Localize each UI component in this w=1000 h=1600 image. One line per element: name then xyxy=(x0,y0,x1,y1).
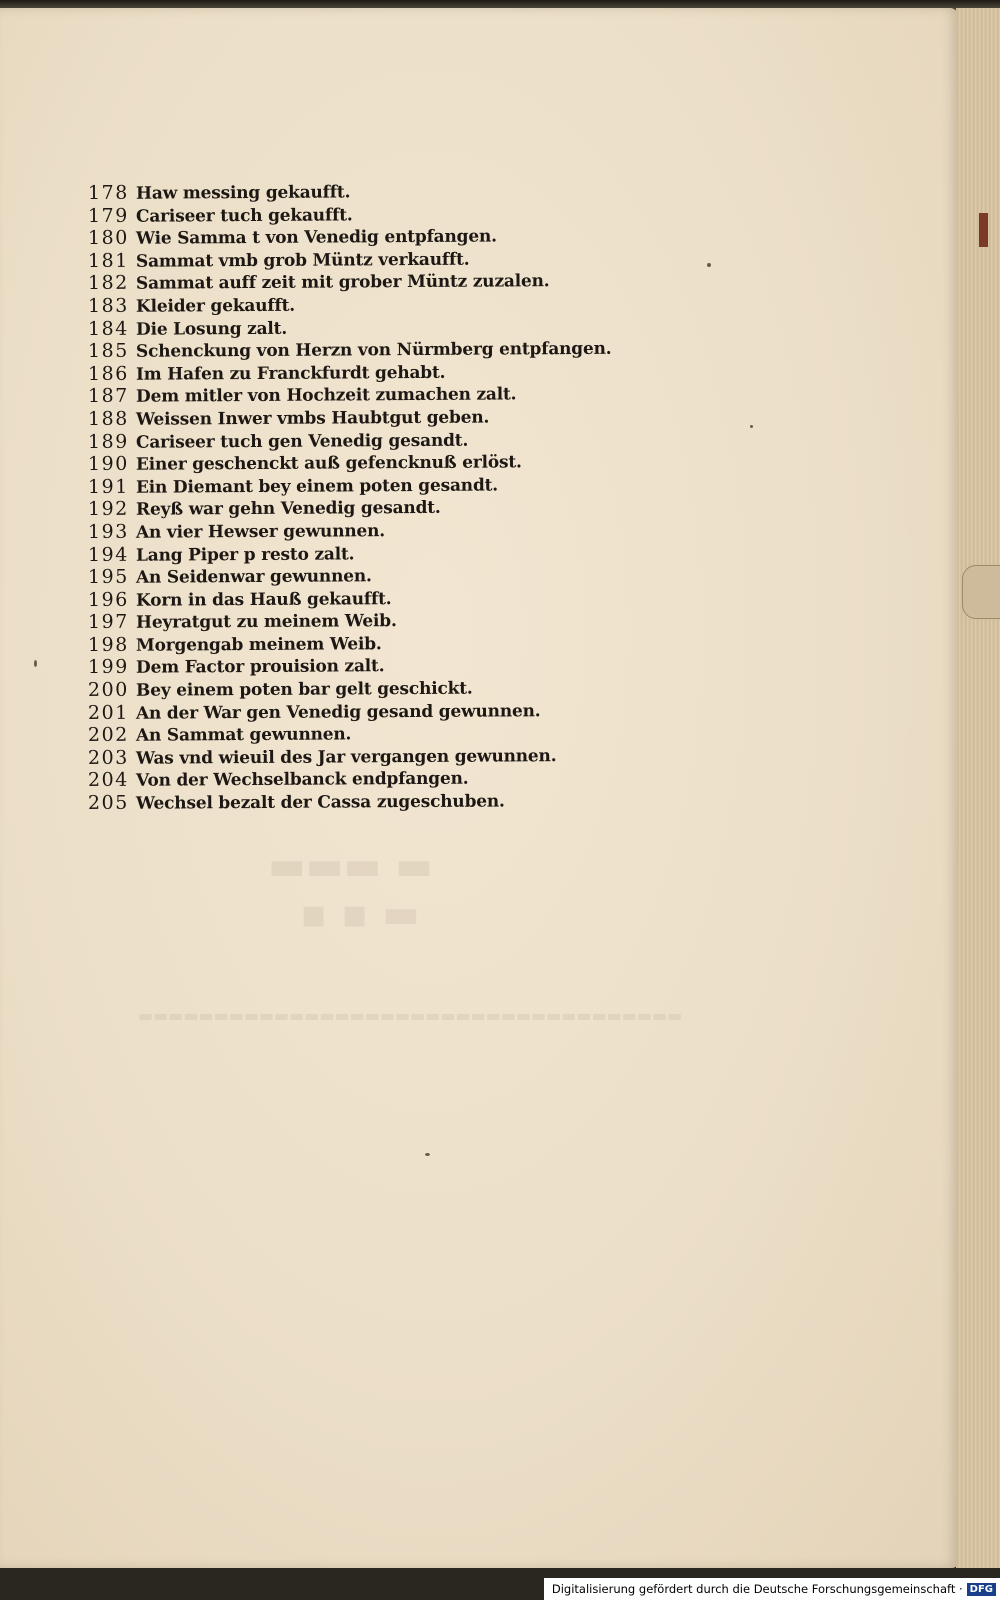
entry-number: 193 xyxy=(87,520,129,543)
register-entry xyxy=(88,789,612,815)
entry-number: 181 xyxy=(87,249,129,272)
entry-number: 184 xyxy=(87,317,129,340)
entry-number: 197 xyxy=(87,611,129,634)
entry-number: 195 xyxy=(87,565,129,589)
entry-text: An Sammat gewunnen. xyxy=(135,724,352,746)
entry-number: 178 xyxy=(87,181,129,204)
entry-number: 182 xyxy=(87,272,129,295)
entry-number: 192 xyxy=(87,498,129,521)
paper-speck xyxy=(707,263,711,267)
dfg-logo: DFG xyxy=(967,1583,996,1596)
entry-text: Sammat auff zeit mit grober Müntz zuzalen. xyxy=(135,271,550,295)
entry-text: Korn in das Hauß gekaufft. xyxy=(135,588,392,611)
entry-number: 203 xyxy=(87,746,129,769)
entry-text: Kleider gekaufft. xyxy=(135,295,296,317)
entry-number: 200 xyxy=(87,678,129,702)
entry-text: Wie Samma t von Venedig entpfangen. xyxy=(135,226,497,249)
register-entry xyxy=(88,382,612,408)
show-through-text: ▬▬▬ ▬ xyxy=(268,842,434,889)
entry-number: 183 xyxy=(87,294,129,317)
entry-text: Cariseer tuch gen Venedig gesandt. xyxy=(135,430,469,453)
entry-number: 202 xyxy=(87,724,129,747)
entry-text: Dem Factor prouision zalt. xyxy=(135,656,385,679)
entry-text: An der War gen Venedig gesand gewunnen. xyxy=(135,700,541,724)
register-entry xyxy=(88,653,612,679)
entry-text: Sammat vmb grob Müntz verkaufft. xyxy=(135,249,470,272)
entry-number: 196 xyxy=(87,588,129,611)
entry-number: 186 xyxy=(87,362,129,385)
entry-number: 201 xyxy=(87,701,129,724)
register-entry xyxy=(88,179,612,205)
entry-text: Haw messing gekaufft. xyxy=(135,182,351,204)
entry-text: Von der Wechselbanck endpfangen. xyxy=(135,769,469,792)
entry-number: 194 xyxy=(87,543,129,566)
paper-speck xyxy=(750,425,753,428)
register-entry xyxy=(88,563,612,589)
show-through-text: ▬▬▬▬▬▬▬▬▬▬▬▬▬▬▬▬▬▬▬▬▬▬▬▬▬▬▬▬▬▬▬▬▬▬▬▬ xyxy=(138,1006,683,1025)
entry-text: Ein Diemant bey einem poten gesandt. xyxy=(135,475,499,498)
register-entry xyxy=(88,608,612,634)
register-entry xyxy=(88,518,612,544)
register-entry xyxy=(88,450,612,476)
register-entry xyxy=(88,427,612,453)
register-entry xyxy=(88,676,612,702)
register-entry xyxy=(88,405,612,431)
entry-text: Schenckung von Herzn von Nürmberg entpfangen. xyxy=(135,338,612,362)
entry-text: Die Losung zalt. xyxy=(135,318,288,340)
register-entry xyxy=(88,495,612,521)
entry-number: 187 xyxy=(87,385,129,408)
book-fore-edge xyxy=(956,8,1000,1568)
entry-text: Bey einem poten bar gelt geschickt. xyxy=(135,678,473,701)
register-list xyxy=(88,182,611,815)
entry-number: 204 xyxy=(87,769,129,792)
register-entry xyxy=(88,540,612,566)
entry-number: 179 xyxy=(87,204,129,227)
entry-text: Wechsel bezalt der Cassa zugeschuben. xyxy=(135,791,505,814)
edge-marker xyxy=(979,213,988,247)
entry-text: Morgengab meinem Weib. xyxy=(135,634,382,656)
entry-text: Im Hafen zu Franckfurdt gehabt. xyxy=(135,362,446,385)
entry-number: 198 xyxy=(87,633,129,656)
entry-text: Reyß war gehn Venedig gesandt. xyxy=(135,498,441,521)
entry-number: 189 xyxy=(87,430,129,453)
footer-strip xyxy=(0,1568,1000,1600)
credit-text: Digitalisierung gefördert durch die Deutsche Forschungsgemeinschaft · xyxy=(551,1582,963,1596)
entry-number: 180 xyxy=(87,226,129,250)
entry-number: 191 xyxy=(87,475,129,498)
entry-number: 185 xyxy=(87,339,129,363)
entry-text: An Seidenwar gewunnen. xyxy=(135,566,372,588)
entry-text: Dem mitler von Hochzeit zumachen zalt. xyxy=(135,384,517,408)
register-entry xyxy=(88,766,612,792)
entry-number: 205 xyxy=(87,791,129,815)
entry-number: 188 xyxy=(87,407,129,430)
register-entry xyxy=(88,224,612,250)
entry-text: Einer geschenckt auß gefencknuß erlöst. xyxy=(135,452,522,475)
entry-text: Cariseer tuch gekaufft. xyxy=(135,204,353,227)
paper-speck xyxy=(34,660,37,667)
register-entry xyxy=(88,721,612,747)
paper-speck xyxy=(425,1153,430,1156)
entry-text: Was vnd wieuil des Jar vergangen gewunnen. xyxy=(135,745,557,769)
entry-number: 190 xyxy=(87,452,129,476)
page-tab xyxy=(962,565,1000,619)
entry-text: An vier Hewser gewunnen. xyxy=(135,521,386,543)
entry-number: 199 xyxy=(87,656,129,679)
register-entry xyxy=(88,337,612,363)
entry-text: Weissen Inwer vmbs Haubtgut geben. xyxy=(135,407,490,430)
show-through-text: ▪ ▪ ▬ xyxy=(300,890,420,937)
funding-credit xyxy=(544,1578,1000,1600)
entry-text: Lang Piper p resto zalt. xyxy=(135,543,355,566)
entry-text: Heyratgut zu meinem Weib. xyxy=(135,611,397,633)
register-entry xyxy=(88,269,612,295)
register-entry xyxy=(88,292,612,318)
